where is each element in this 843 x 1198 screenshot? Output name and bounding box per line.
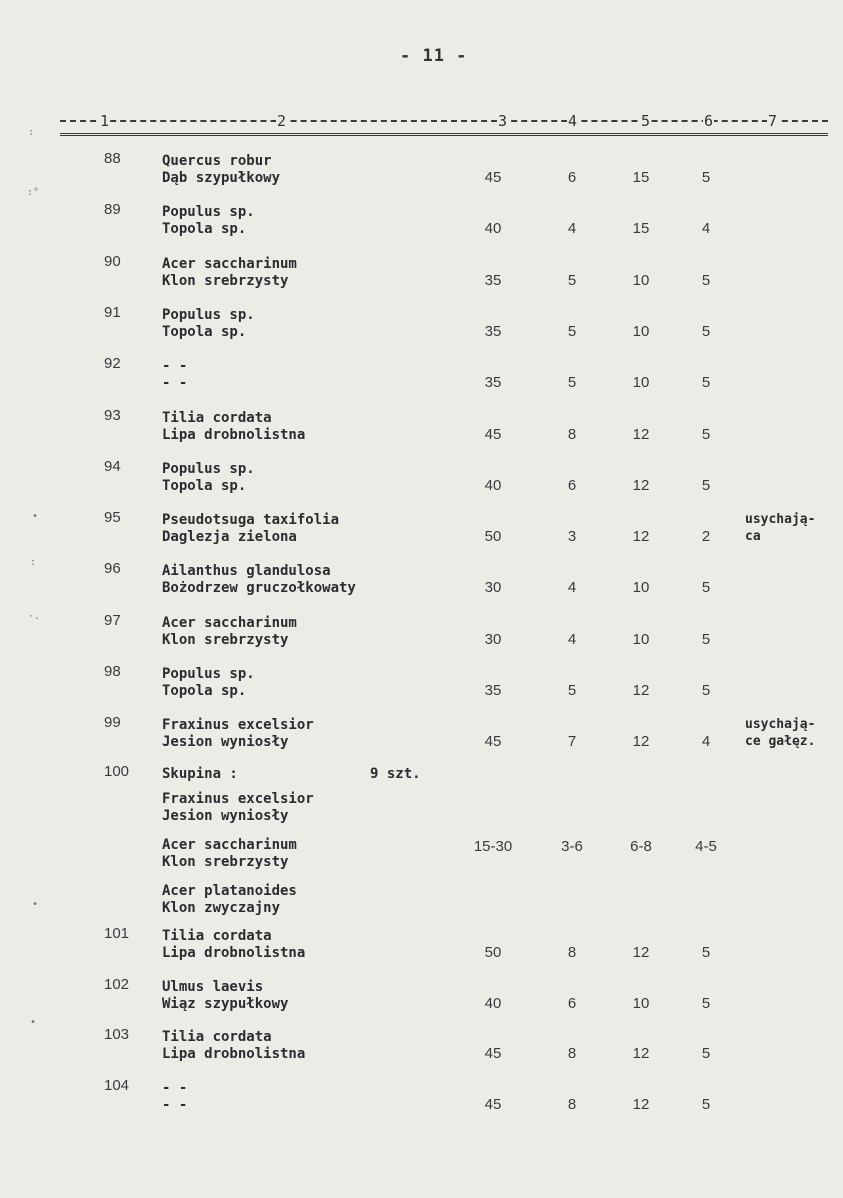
row-number: 90 bbox=[104, 253, 121, 270]
polish-name: Bożodrzew gruczołkowaty bbox=[162, 580, 356, 596]
value-c4: 6 bbox=[567, 477, 577, 494]
value-c6: 4 bbox=[701, 220, 711, 237]
row-number: 92 bbox=[104, 355, 121, 372]
value-c5: 12 bbox=[632, 477, 650, 494]
row-number: 100 bbox=[104, 763, 130, 780]
latin-name: Quercus robur bbox=[162, 153, 272, 169]
value-c3: 35 bbox=[484, 682, 502, 699]
value-c6: 5 bbox=[701, 1096, 711, 1113]
polish-name: Daglezja zielona bbox=[162, 529, 297, 545]
value-c4: 8 bbox=[567, 1045, 577, 1062]
value-c4: 6 bbox=[567, 169, 577, 186]
value-c5: 10 bbox=[632, 631, 650, 648]
value-c3: 45 bbox=[484, 733, 502, 750]
latin-name: Ailanthus glandulosa bbox=[162, 563, 331, 579]
value-c6: 5 bbox=[701, 426, 711, 443]
row-number: 102 bbox=[104, 976, 130, 993]
value-c5: 12 bbox=[632, 733, 650, 750]
margin-mark: • bbox=[32, 899, 39, 910]
margin-mark: • bbox=[32, 511, 39, 522]
column-number-1: 1 bbox=[100, 112, 110, 130]
column-number-2: 2 bbox=[277, 112, 287, 130]
row-number: 104 bbox=[104, 1077, 130, 1094]
value-c3: 50 bbox=[484, 528, 502, 545]
value-c4: 8 bbox=[567, 426, 577, 443]
polish-name: Klon srebrzysty bbox=[162, 854, 289, 870]
value-c5: 10 bbox=[632, 374, 650, 391]
column-number-5: 5 bbox=[641, 112, 651, 130]
value-c5: 15 bbox=[632, 220, 650, 237]
value-c3: 15-30 bbox=[473, 838, 513, 855]
value-c4: 8 bbox=[567, 1096, 577, 1113]
remark-line-1: usychają- bbox=[745, 512, 816, 527]
value-c6: 5 bbox=[701, 579, 711, 596]
value-c6: 5 bbox=[701, 323, 711, 340]
value-c5: 12 bbox=[632, 1045, 650, 1062]
value-c5: 12 bbox=[632, 682, 650, 699]
row-number: 99 bbox=[104, 714, 121, 731]
row-number: 96 bbox=[104, 560, 121, 577]
value-c6: 5 bbox=[701, 631, 711, 648]
value-c4: 6 bbox=[567, 995, 577, 1012]
value-c3: 45 bbox=[484, 426, 502, 443]
column-number-4: 4 bbox=[568, 112, 578, 130]
latin-name: - - bbox=[162, 358, 188, 374]
polish-name: Klon srebrzysty bbox=[162, 273, 289, 289]
value-c4: 5 bbox=[567, 374, 577, 391]
value-c4: 3-6 bbox=[561, 838, 583, 855]
value-c6: 4 bbox=[701, 733, 711, 750]
value-c4: 3 bbox=[567, 528, 577, 545]
value-c6: 5 bbox=[701, 1045, 711, 1062]
row-number: 95 bbox=[104, 509, 121, 526]
row-number: 103 bbox=[104, 1026, 130, 1043]
value-c5: 12 bbox=[632, 426, 650, 443]
value-c5: 15 bbox=[632, 169, 650, 186]
latin-name: - - bbox=[162, 1080, 188, 1096]
latin-name: Populus sp. bbox=[162, 666, 255, 682]
row-number: 101 bbox=[104, 925, 130, 942]
group-count: 9 szt. bbox=[370, 766, 421, 782]
value-c6: 2 bbox=[701, 528, 711, 545]
value-c3: 30 bbox=[484, 579, 502, 596]
value-c3: 40 bbox=[484, 995, 502, 1012]
value-c3: 45 bbox=[484, 1096, 502, 1113]
polish-name: Topola sp. bbox=[162, 221, 247, 237]
value-c5: 12 bbox=[632, 528, 650, 545]
row-number: 98 bbox=[104, 663, 121, 680]
value-c3: 35 bbox=[484, 272, 502, 289]
column-number-7: 7 bbox=[768, 112, 778, 130]
value-c6: 5 bbox=[701, 477, 711, 494]
value-c4: 4 bbox=[567, 631, 577, 648]
margin-mark: ·. bbox=[28, 611, 41, 622]
latin-name: Populus sp. bbox=[162, 307, 255, 323]
latin-name: Tilia cordata bbox=[162, 928, 272, 944]
polish-name: Klon zwyczajny bbox=[162, 900, 281, 916]
latin-name: Tilia cordata bbox=[162, 1029, 272, 1045]
polish-name: Wiąz szypułkowy bbox=[162, 996, 289, 1012]
value-c3: 30 bbox=[484, 631, 502, 648]
polish-name: Lipa drobnolistna bbox=[162, 427, 306, 443]
latin-name: Fraxinus excelsior bbox=[162, 791, 314, 807]
page-number: - 11 - bbox=[400, 46, 468, 66]
polish-name: Lipa drobnolistna bbox=[162, 945, 306, 961]
value-c5: 6-8 bbox=[630, 838, 652, 855]
row-number: 88 bbox=[104, 150, 121, 167]
remark-line-2: ca bbox=[745, 529, 761, 544]
latin-name: Fraxinus excelsior bbox=[162, 717, 314, 733]
polish-name: Topola sp. bbox=[162, 324, 247, 340]
value-c6: 5 bbox=[701, 682, 711, 699]
polish-name: Topola sp. bbox=[162, 683, 247, 699]
polish-name: Dąb szypułkowy bbox=[162, 170, 281, 186]
value-c4: 8 bbox=[567, 944, 577, 961]
margin-mark: : bbox=[28, 127, 35, 138]
latin-name: Acer saccharinum bbox=[162, 615, 297, 631]
latin-name: Populus sp. bbox=[162, 461, 255, 477]
latin-name: Acer saccharinum bbox=[162, 256, 297, 272]
value-c5: 12 bbox=[632, 944, 650, 961]
value-c5: 10 bbox=[632, 579, 650, 596]
latin-name: Ulmus laevis bbox=[162, 979, 264, 995]
value-c3: 35 bbox=[484, 323, 502, 340]
value-c4: 4 bbox=[567, 579, 577, 596]
value-c4: 4 bbox=[567, 220, 577, 237]
column-number-6: 6 bbox=[704, 112, 714, 130]
value-c6: 5 bbox=[701, 995, 711, 1012]
value-c3: 35 bbox=[484, 374, 502, 391]
value-c6: 4-5 bbox=[695, 838, 717, 855]
value-c3: 40 bbox=[484, 477, 502, 494]
value-c5: 12 bbox=[632, 1096, 650, 1113]
value-c4: 5 bbox=[567, 272, 577, 289]
polish-name: - - bbox=[162, 375, 188, 391]
polish-name: Jesion wyniosły bbox=[162, 808, 289, 824]
latin-name: Tilia cordata bbox=[162, 410, 272, 426]
margin-mark: : bbox=[30, 557, 37, 568]
value-c3: 45 bbox=[484, 1045, 502, 1062]
polish-name: Klon srebrzysty bbox=[162, 632, 289, 648]
remark-line-1: usychają- bbox=[745, 717, 816, 732]
value-c4: 5 bbox=[567, 323, 577, 340]
value-c5: 10 bbox=[632, 995, 650, 1012]
row-number: 94 bbox=[104, 458, 121, 475]
value-c4: 5 bbox=[567, 682, 577, 699]
value-c3: 50 bbox=[484, 944, 502, 961]
latin-name: Acer platanoides bbox=[162, 883, 297, 899]
row-number: 97 bbox=[104, 612, 121, 629]
polish-name: Jesion wyniosły bbox=[162, 734, 289, 750]
polish-name: Lipa drobnolistna bbox=[162, 1046, 306, 1062]
value-c5: 10 bbox=[632, 323, 650, 340]
margin-mark: • bbox=[30, 1017, 37, 1028]
row-number: 93 bbox=[104, 407, 121, 424]
margin-mark: :° bbox=[27, 187, 40, 198]
value-c4: 7 bbox=[567, 733, 577, 750]
column-number-3: 3 bbox=[498, 112, 508, 130]
value-c6: 5 bbox=[701, 374, 711, 391]
latin-name: Populus sp. bbox=[162, 204, 255, 220]
value-c6: 5 bbox=[701, 169, 711, 186]
row-number: 89 bbox=[104, 201, 121, 218]
header-rule-bottom bbox=[60, 133, 828, 136]
polish-name: Topola sp. bbox=[162, 478, 247, 494]
value-c6: 5 bbox=[701, 272, 711, 289]
value-c3: 40 bbox=[484, 220, 502, 237]
value-c5: 10 bbox=[632, 272, 650, 289]
latin-name: Pseudotsuga taxifolia bbox=[162, 512, 340, 528]
polish-name: - - bbox=[162, 1097, 188, 1113]
group-label: Skupina : bbox=[162, 766, 238, 782]
value-c6: 5 bbox=[701, 944, 711, 961]
value-c3: 45 bbox=[484, 169, 502, 186]
row-number: 91 bbox=[104, 304, 121, 321]
latin-name: Acer saccharinum bbox=[162, 837, 297, 853]
remark-line-2: ce gałęz. bbox=[745, 734, 816, 749]
